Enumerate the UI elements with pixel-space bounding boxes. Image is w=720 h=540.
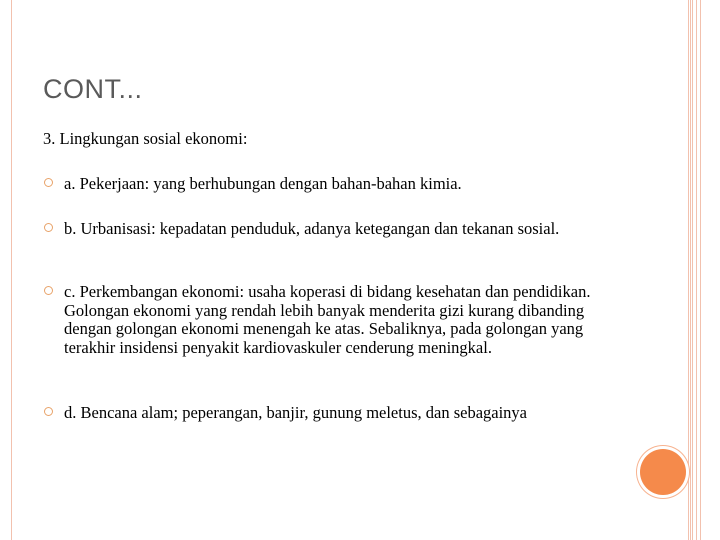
bullet-text: a. Pekerjaan: yang berhubungan dengan bahan-bahan kimia. [64, 174, 462, 193]
bullet-circle-icon [44, 178, 53, 187]
slide-title: CONT... [43, 74, 143, 104]
list-item [44, 175, 634, 194]
slide-subtitle: 3. Lingkungan sosial ekonomi: [43, 129, 248, 148]
list-item [44, 283, 634, 357]
bullet-text: b. Urbanisasi: kepadatan penduduk, adanya ketegangan dan tekanan sosial. [64, 219, 560, 238]
bullet-text: d. Bencana alam; peperangan, banjir, gunung meletus, dan sebagainya [64, 403, 528, 422]
decorative-lines [688, 0, 702, 540]
list-item [44, 404, 634, 423]
bullet-text: c. Perkembangan ekonomi: usaha koperasi di bidang kesehatan dan pendidikan. Golongan ekonomi yang rendah lebih banyak menderita gizi kurang dibanding dengan golongan ekonomi menengah ke atas. Sebaliknya, pada golongan yang terakhir insidensi penyakit kardiovaskuler cenderung meningkal. [64, 282, 591, 357]
bullet-circle-icon [44, 407, 53, 416]
decorative-circle [640, 449, 686, 495]
bullet-circle-icon [44, 286, 53, 295]
bullet-circle-icon [44, 223, 53, 232]
list-item [44, 220, 634, 239]
